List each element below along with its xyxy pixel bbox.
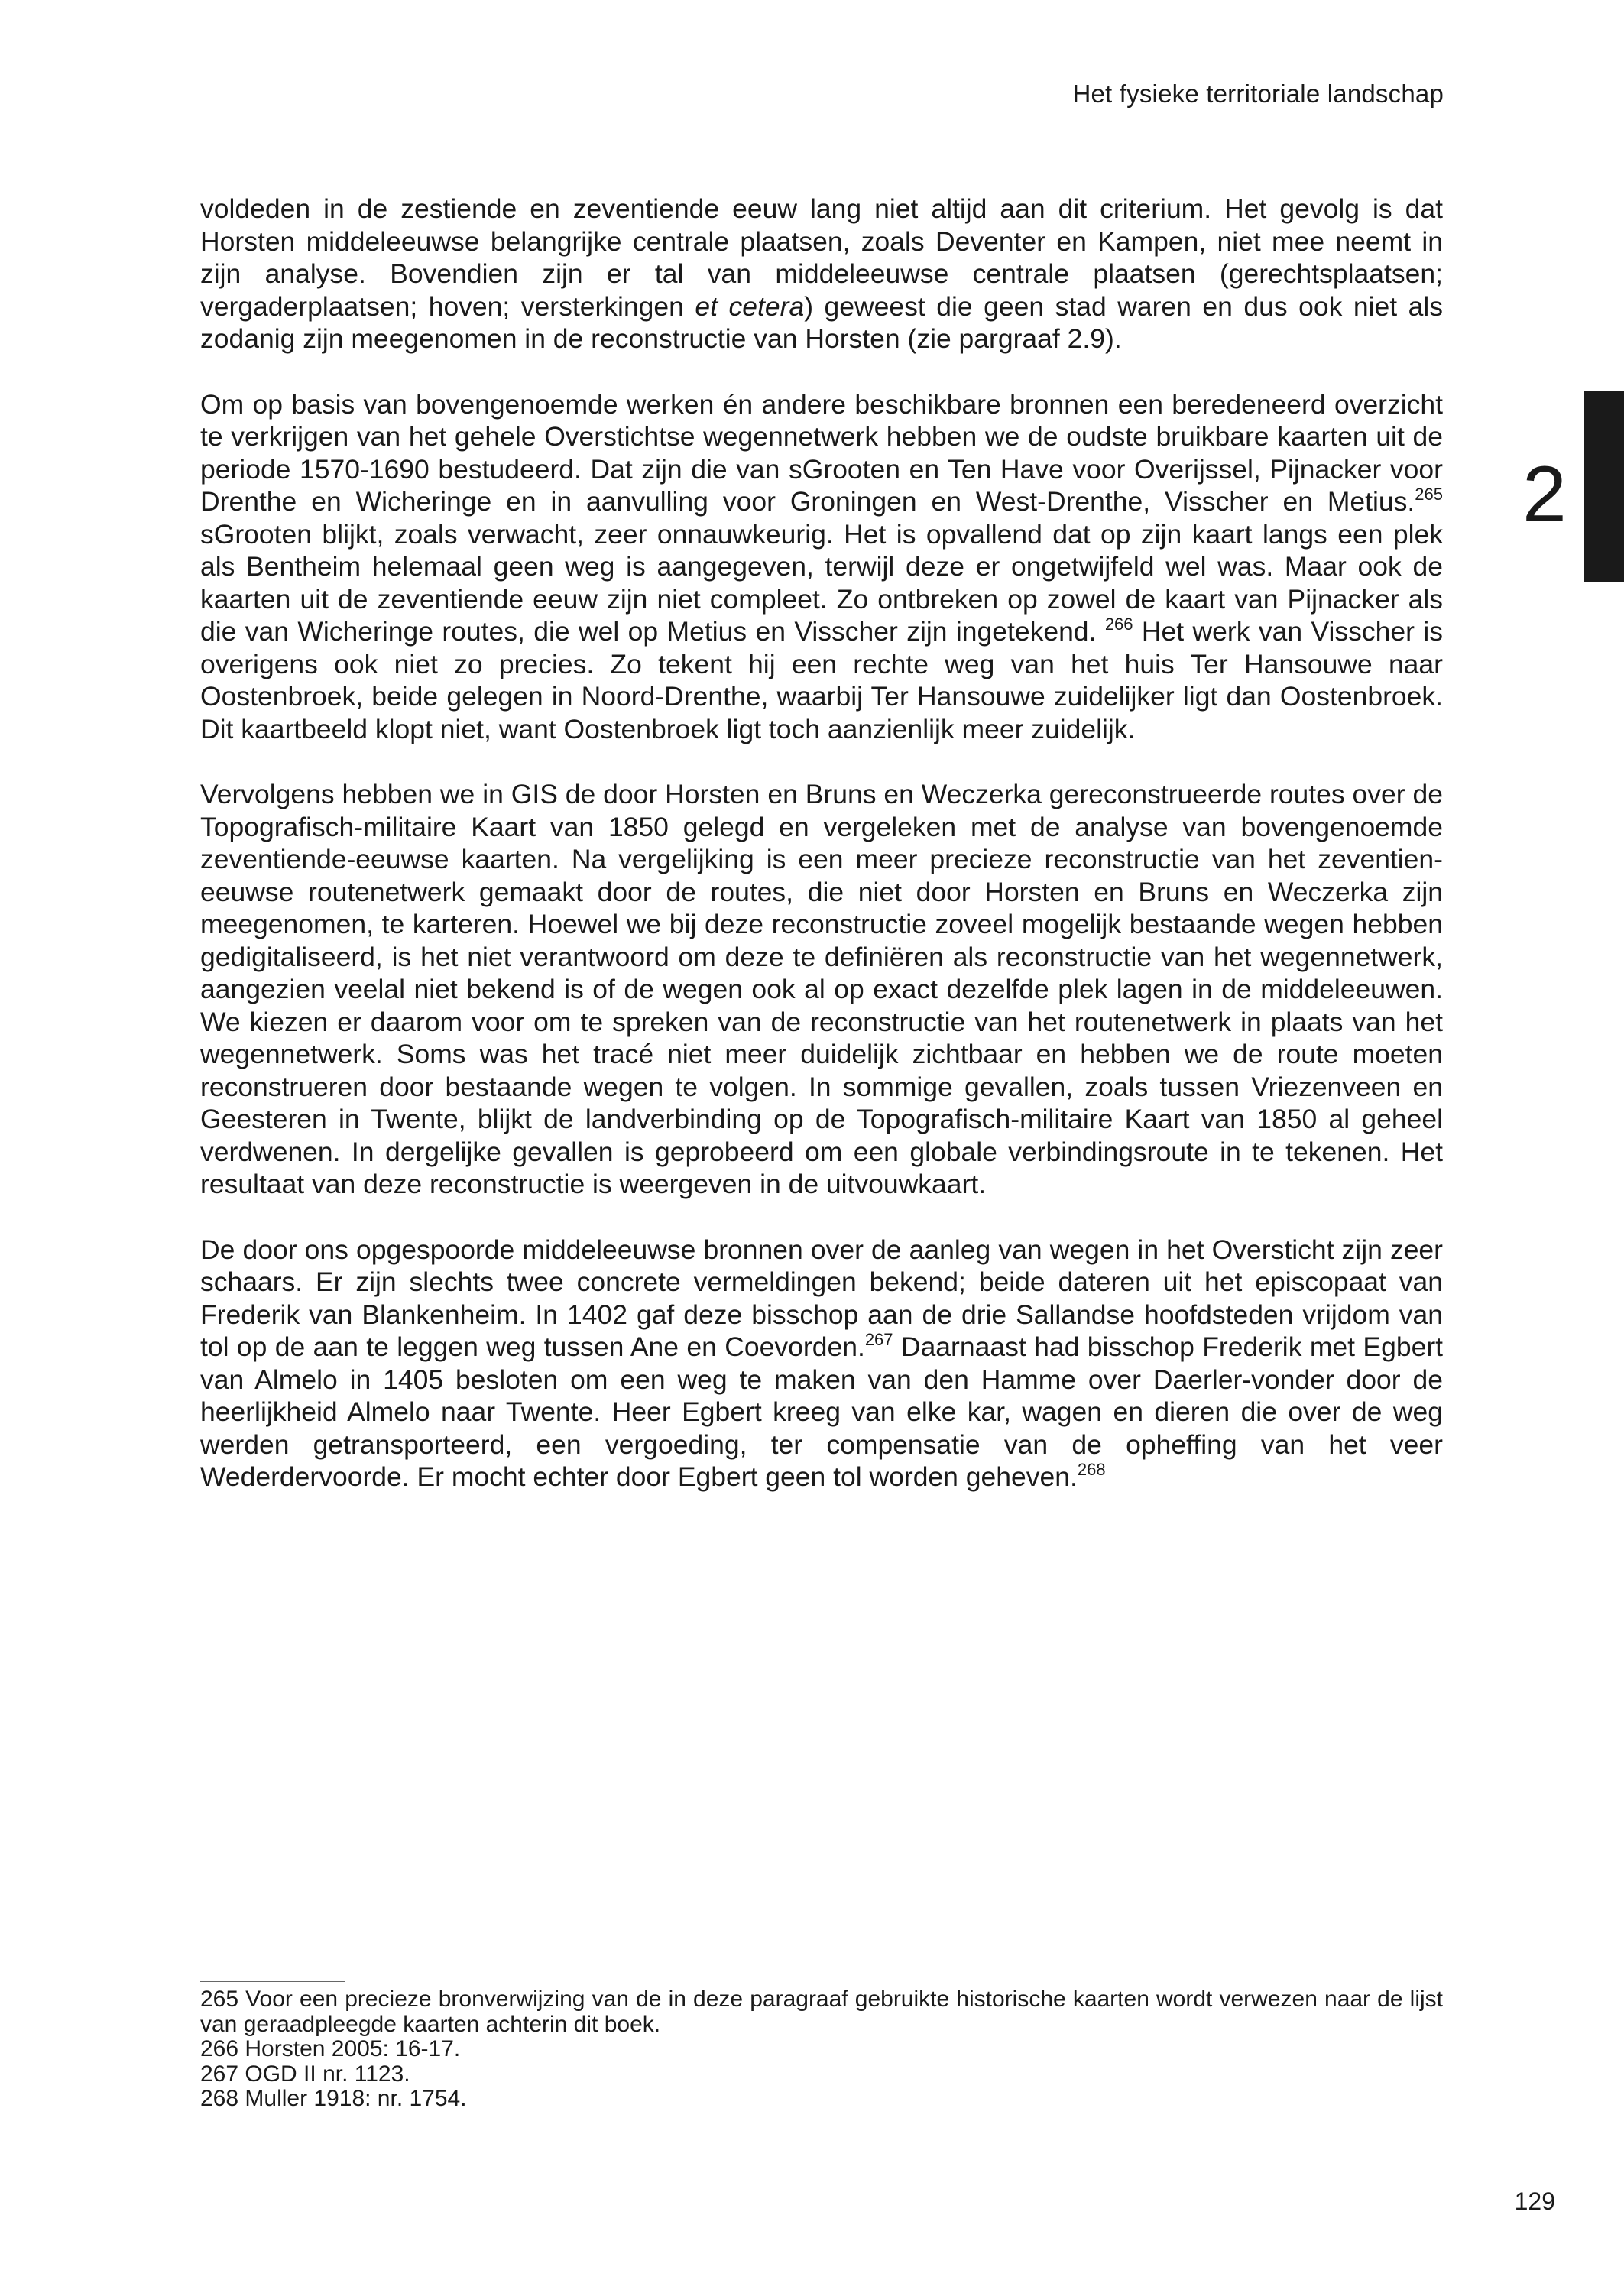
text-run: De door ons opgespoorde middeleeuwse bronnen over de aanleg van wegen in het Oversticht zijn zeer schaars. Er zijn slechts twee concrete vermeldingen bekend; beide dateren uit het episcopaat van Frederik van Blankenheim. In 1402 gaf deze bisschop aan de drie Sallandse hoofdsteden vrijdom van tol op de aan te leggen weg tussen Ane en Coevorden. bbox=[200, 1234, 1443, 1362]
footnote-reference: 265 bbox=[1415, 485, 1443, 504]
running-header: Het fysieke territoriale landschap bbox=[1072, 79, 1444, 108]
text-run: Om op basis van bovengenoemde werken én andere beschikbare bronnen een beredeneerd overzicht te verkrijgen van het gehele Overstichtse wegennetwerk hebben we de oudste bruikbare kaarten uit de periode 1570-1690 bestudeerd. Dat zijn die van sGrooten en Ten Have voor Overijssel, Pijnacker voor Drenthe en Wicheringe en in aanvulling voor Groningen en West-Drenthe, Visscher en Metius. bbox=[200, 388, 1443, 517]
text-run: Daarnaast had bisschop Frederik met Egbert van Almelo in 1405 besloten om een weg te maken van den Hamme over Daerler-vonder door de heerlijkheid Almelo naar Twente. Heer Egbert kreeg van elke kar, wagen en dieren die over de weg werden getransporteerd, een vergoeding, ter compensatie van de opheffing van het veer Wederdervoorde. Er mocht echter door Egbert geen tol worden geheven. bbox=[200, 1331, 1443, 1492]
text-run: Het werk van Visscher is overigens ook niet zo precies. Zo tekent hij een rechte weg van het huis Ter Hansouwe naar Oostenbroek, beide gelegen in Noord-Drenthe, waarbij Ter Hansouwe zuidelijker ligt dan Oostenbroek. Dit kaartbeeld klopt niet, want Oostenbroek ligt toch aanzienlijk meer zuidelijk. bbox=[200, 616, 1443, 744]
body-paragraph bbox=[200, 388, 1443, 746]
chapter-tab-marker bbox=[1584, 391, 1624, 582]
footnote-reference: 266 bbox=[1104, 615, 1133, 634]
text-run: Vervolgens hebben we in GIS de door Horsten en Bruns en Weczerka gereconstrueerde routes over de Topografisch-militaire Kaart van 1850 gelegd en vergeleken met de analyse van bovengenoemde zeventiende-eeuwse kaarten. Na vergelijking is een meer precieze reconstructie van het zeventien-eeuwse routenetwerk gemaakt door de routes, die niet door Horsten en Bruns en Weczerka zijn meegenomen, te karteren. Hoewel we bij deze reconstructie zoveel mogelijk bestaande wegen hebben gedigitaliseerd, is het niet verantwoord om deze te definiëren als reconstructie van het wegennetwerk, aangezien veelal niet bekend is of de wegen ook al op exact dezelfde plek lagen in de middeleeuwen. We kiezen er daarom voor om te spreken van de reconstructie van het routenetwerk in plaats van het wegennetwerk. Soms was het tracé niet meer duidelijk zichtbaar en hebben we de route moeten reconstrueren door bestaande wegen te volgen. In sommige gevallen, zoals tussen Vriezenveen en Geesteren in Twente, blijkt de landverbinding op de Topografisch-militaire Kaart van 1850 al geheel verdwenen. In dergelijke gevallen is geprobeerd om een globale verbindingsroute in te tekenen. Het resultaat van deze reconstructie is weergeven in de uitvouwkaart. bbox=[200, 779, 1443, 1199]
footnote-reference: 267 bbox=[864, 1330, 893, 1349]
footnote-268: 268 Muller 1918: nr. 1754. bbox=[200, 2086, 467, 2111]
page-number: 129 bbox=[1514, 2188, 1555, 2215]
chapter-number: 2 bbox=[1522, 450, 1567, 539]
text-run: sGrooten blijkt, zoals verwacht, zeer onnauwkeurig. Het is opvallend dat op zijn kaart langs een plek als Bentheim helemaal geen weg is aangegeven, terwijl deze er ongetwijfeld wel was. Maar ook de kaarten uit de zeventiende eeuw zijn niet compleet. Zo ontbreken op zowel de kaart van Pijnacker als die van Wicheringe routes, die wel op Metius en Visscher zijn ingetekend. bbox=[200, 518, 1443, 647]
body-paragraph bbox=[200, 778, 1443, 1201]
footnote-divider bbox=[200, 1981, 345, 1982]
text-run: voldeden in de zestiende en zeventiende eeuw lang niet altijd aan dit criterium. Het gevolg is dat Horsten middeleeuwse belangrijke centrale plaatsen, zoals Deventer en Kampen, niet mee neemt in zijn analyse. Bovendien zijn er tal van middeleeuwse centrale plaatsen (gerechtsplaatsen; vergaderplaatsen; hoven; versterkingen bbox=[200, 193, 1443, 322]
footnote-265: 265 Voor een precieze bronverwijzing van de in deze paragraaf gebruikte historische kaarten wordt verwezen naar de lijst van geraadpleegde kaarten achterin dit boek. bbox=[200, 1987, 1443, 2037]
footnote-266: 266 Horsten 2005: 16-17. bbox=[200, 2036, 461, 2061]
body-paragraph bbox=[200, 1234, 1443, 1494]
body-paragraph bbox=[200, 193, 1443, 355]
text-run: ) geweest die geen stad waren en dus ook niet als zodanig zijn meegenomen in de reconstructie van Horsten (zie pargraaf 2.9). bbox=[200, 290, 1443, 354]
italic-text: et cetera bbox=[695, 290, 805, 322]
footnotes bbox=[200, 1987, 1443, 2112]
footnote-267: 267 OGD II nr. 1123. bbox=[200, 2061, 410, 2087]
body-text bbox=[200, 193, 1443, 1526]
footnote-reference: 268 bbox=[1077, 1460, 1106, 1479]
